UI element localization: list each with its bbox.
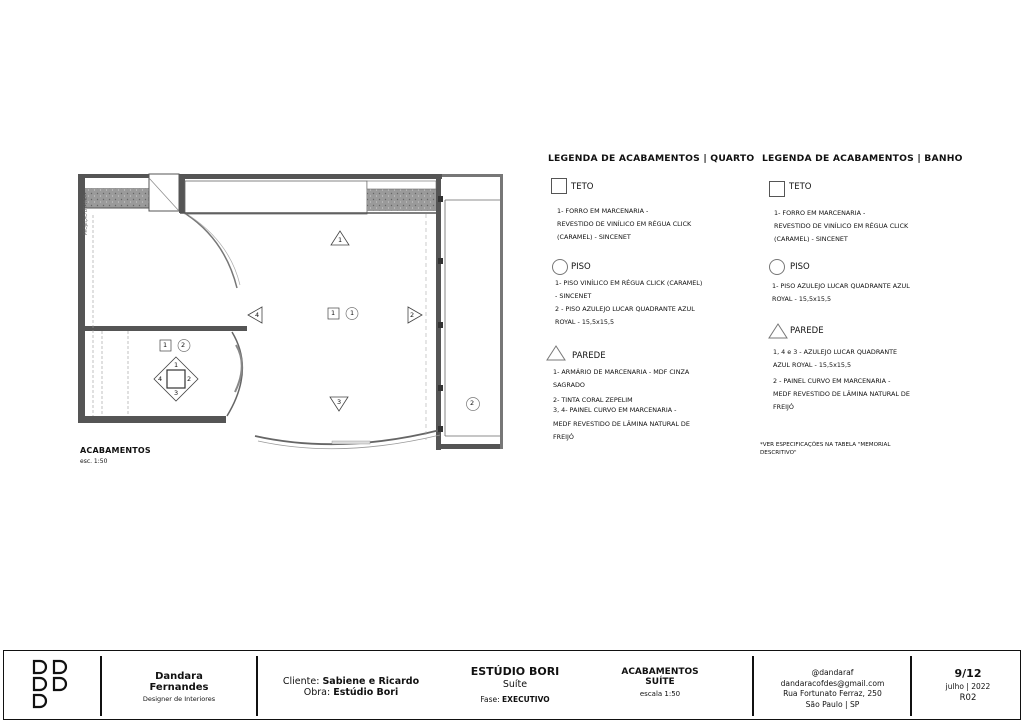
bath-wall-tag-1: 1 (174, 361, 179, 369)
banho-piso-list (772, 280, 910, 306)
wall-triangle-icon (768, 323, 788, 339)
list-item: FREIJÓ (773, 403, 794, 411)
contact-block (760, 668, 905, 710)
contact-email: dandaracofdes@gmail.com (780, 678, 885, 688)
sheet-title: ACABAMENTOS (621, 667, 699, 677)
wall-tag-4: 4 (255, 311, 260, 319)
revision: R02 (959, 693, 977, 703)
banho-teto-label: TETO (789, 182, 812, 192)
sheet-block (608, 667, 712, 698)
contact-city: São Paulo | SP (805, 699, 860, 709)
footer-divider (256, 656, 258, 716)
designer-last-name: Fernandes (149, 682, 209, 693)
corridor-floor-tag: 2 (470, 399, 475, 407)
sheet-subtitle: SUÍTE (645, 677, 675, 687)
footer-divider (752, 656, 754, 716)
list-item: 1- ARMÁRIO DE MARCENARIA - MDF CINZA (553, 368, 690, 376)
bath-wall-tag-2: 2 (187, 375, 192, 383)
quarto-teto-list (557, 205, 691, 244)
wall-tag-2: 2 (410, 311, 415, 319)
list-item: 2 - PAINEL CURVO EM MARCENARIA - (773, 377, 891, 385)
project-title: ESTÚDIO BORI (470, 665, 560, 678)
quarto-piso-list (555, 277, 702, 329)
quarto-teto-label: TETO (571, 182, 594, 192)
quarto-piso-label: PISO (571, 262, 591, 272)
list-item: 3, 4- PAINEL CURVO EM MARCENARIA - (553, 406, 677, 414)
project-subtitle: Suíte (502, 679, 528, 690)
designer-first-name: Dandara (155, 671, 203, 682)
floor-circle-icon (552, 259, 568, 275)
list-item: (CARAMEL) - SINCENET (557, 233, 631, 241)
phase-value: EXECUTIVO (502, 695, 550, 704)
list-item: AZUL ROYAL - 15,5x15,5 (773, 361, 852, 369)
list-item: MEDF REVESTIDO DE LÂMINA NATURAL DE (553, 420, 690, 428)
legend-banho-title: LEGENDA DE ACABAMENTOS | BANHO (762, 153, 963, 164)
banho-parede-list (773, 346, 910, 414)
designer-block (115, 671, 243, 703)
ceiling-square-icon (551, 178, 567, 194)
bath-wall-tag-4: 4 (158, 375, 163, 383)
project-block (460, 665, 570, 704)
list-item: 2 - PISO AZULEJO LUCAR QUADRANTE AZUL (555, 305, 695, 313)
list-item: SAGRADO (553, 381, 585, 389)
sheet-scale: escala 1:50 (639, 690, 681, 698)
client-value: Sabiene e Ricardo (322, 676, 420, 687)
wall-triangle-icon (546, 345, 566, 361)
banho-parede-label: PAREDE (790, 326, 824, 336)
sheet-number-block (920, 667, 1016, 703)
list-item: 1- PISO VINÍLICO EM RÉGUA CLICK (CARAMEL) (555, 279, 703, 287)
list-item: (CARAMEL) - SINCENET (774, 235, 848, 243)
wall-tag-1: 1 (338, 236, 343, 244)
designer-role: Designer de Interiores (142, 695, 216, 703)
banho-teto-list (774, 207, 908, 246)
phase-label: Fase: (480, 695, 500, 704)
ceiling-tag: 1 (331, 309, 336, 317)
page-number: 9/12 (954, 667, 982, 680)
list-item: 2- TINTA CORAL ZEPELIM (553, 396, 633, 404)
sheet-date: julho | 2022 (945, 682, 991, 691)
quarto-parede-list (553, 366, 690, 444)
list-item: REVESTIDO DE VINÍLICO EM RÉGUA CLICK (774, 222, 909, 230)
wall-tag-3: 3 (337, 398, 342, 406)
projection-label: PROJEÇÃO DE VIGA (83, 194, 88, 235)
work-label: Obra: (303, 687, 331, 698)
plan-title: ACABAMENTOS (80, 446, 151, 455)
footer-divider (100, 656, 102, 716)
list-item: ROYAL - 15,5x15,5 (772, 295, 832, 303)
contact-handle: @dandaraf (811, 668, 854, 677)
contact-address: Rua Fortunato Ferraz, 250 (783, 689, 882, 698)
list-item: FREIJÓ (553, 433, 574, 441)
bath-wall-tag-3: 3 (174, 389, 179, 397)
list-item: 1, 4 e 3 - AZULEJO LUCAR QUADRANTE (773, 348, 898, 356)
list-item: REVESTIDO DE VINÍLICO EM RÉGUA CLICK (557, 220, 692, 228)
logo-icon (32, 659, 72, 711)
memorial-note: *VER ESPECIFICAÇÕES NA TABELA "MEMORIAL DESCRITIVO" (760, 442, 891, 456)
list-item: 1- FORRO EM MARCENARIA - (774, 209, 866, 217)
list-item: ROYAL - 15,5x15,5 (555, 318, 615, 326)
quarto-parede-label: PAREDE (572, 351, 606, 361)
bath-ceiling-tag: 1 (163, 341, 168, 349)
floor-circle-icon (769, 259, 785, 275)
bath-floor-tag: 2 (181, 341, 186, 349)
floor-tag: 1 (350, 309, 355, 317)
list-item: MEDF REVESTIDO DE LÂMINA NATURAL DE (773, 390, 910, 398)
ceiling-square-icon (769, 181, 785, 197)
banho-piso-label: PISO (790, 262, 810, 272)
floor-plan (70, 165, 520, 455)
client-block (276, 676, 426, 698)
plan-scale: esc. 1:50 (80, 458, 108, 465)
list-item: 1- FORRO EM MARCENARIA - (557, 207, 649, 215)
list-item: - SINCENET (555, 292, 592, 300)
work-value: Estúdio Bori (333, 687, 399, 698)
legend-quarto-title: LEGENDA DE ACABAMENTOS | QUARTO (548, 153, 755, 164)
list-item: 1- PISO AZULEJO LUCAR QUADRANTE AZUL (772, 282, 910, 290)
client-label: Cliente: (282, 676, 320, 687)
footer-divider (910, 656, 912, 716)
